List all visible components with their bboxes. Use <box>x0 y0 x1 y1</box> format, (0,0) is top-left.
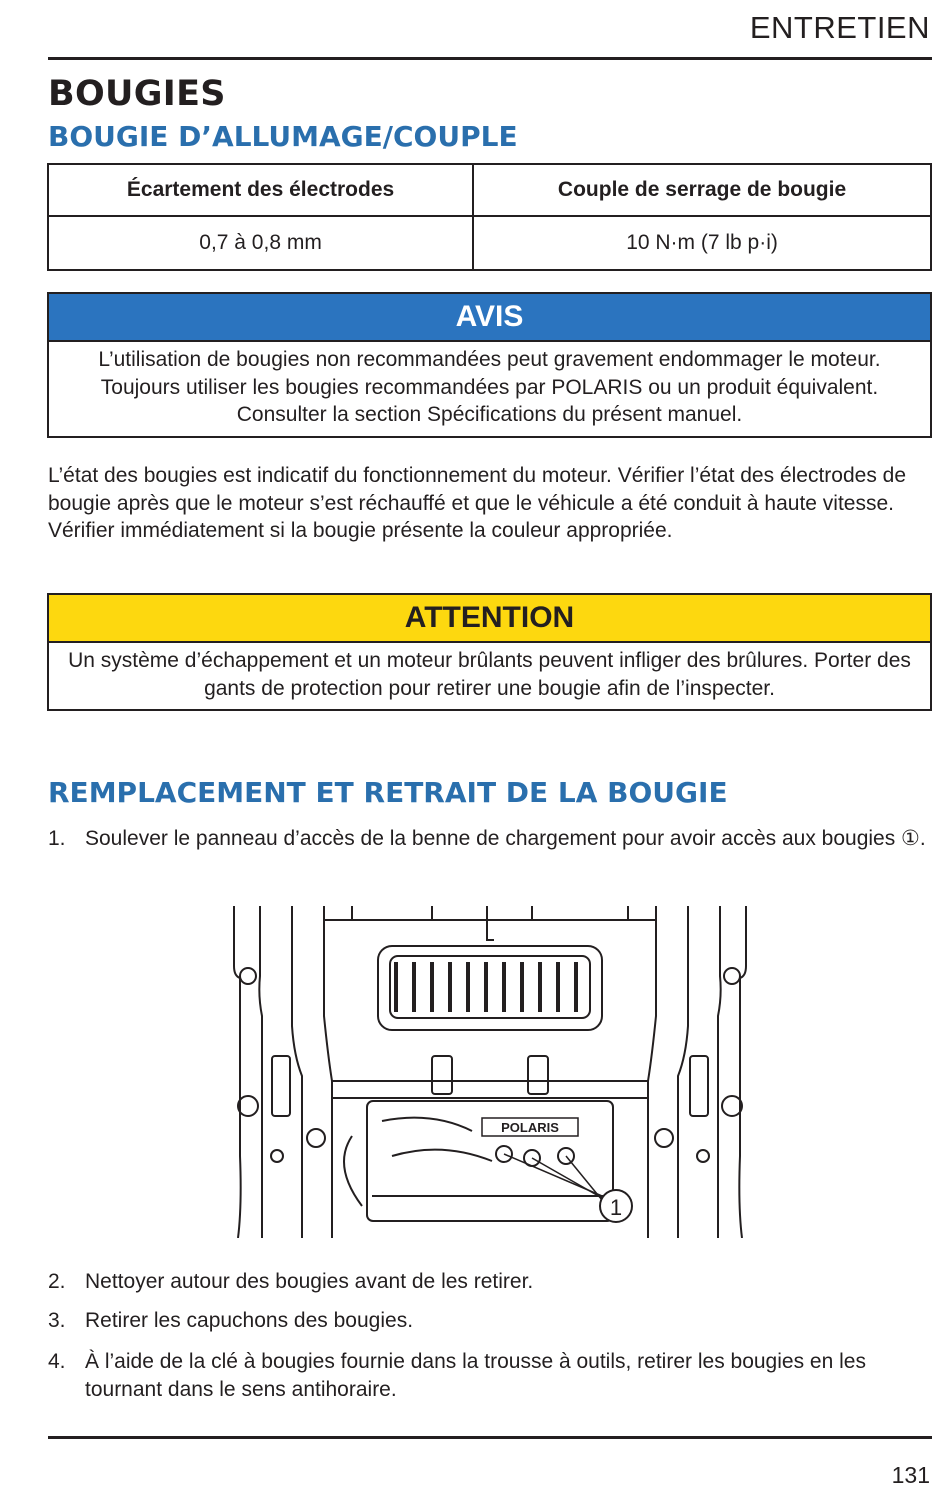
list-item-number: 1. <box>48 827 66 850</box>
header-rule <box>48 57 932 60</box>
list-item-text: À l’aide de la clé à bougies fournie dans la trousse à outils, retirer les bougies en les tournant dans le sens antihoraire. <box>85 1350 866 1401</box>
table-row <box>48 216 931 270</box>
caution-text: Un système d’échappement et un moteur brûlants peuvent infliger des brûlures. Porter des gants de protection pour retirer une bougie afin de l’inspecter. <box>68 649 911 700</box>
caution-box <box>47 593 932 711</box>
table-header-torque: Couple de serrage de bougie <box>473 164 931 216</box>
list-item-text: Retirer les capuchons des bougies. <box>85 1309 414 1332</box>
table-header-gap: Écartement des électrodes <box>48 164 473 216</box>
list-item-text: Soulever le panneau d’accès de la benne de chargement pour avoir accès aux bougies ①. <box>85 827 926 850</box>
notice-text: L’utilisation de bougies non recommandées peut gravement endommager le moteur. Toujours utiliser les bougies recommandées par POLARIS ou un produit équivalent. Consulter la section Spécifications du présent manuel. <box>98 348 881 426</box>
engine-illustration <box>232 906 748 1238</box>
page-title: BOUGIES <box>48 74 226 114</box>
list-item-number: 3. <box>48 1309 66 1332</box>
list-item <box>48 1307 932 1335</box>
table-cell-torque: 10 N·m (7 lb p·i) <box>473 216 931 270</box>
subtitle-replacement: REMPLACEMENT ET RETRAIT DE LA BOUGIE <box>48 776 728 809</box>
list-item-text: Nettoyer autour des bougies avant de les retirer. <box>85 1270 534 1293</box>
list-item-number: 2. <box>48 1270 66 1293</box>
section-label: ENTRETIEN <box>749 10 930 45</box>
figure-callout-number: 1 <box>609 1195 623 1220</box>
list-item <box>48 1348 932 1403</box>
caution-label: ATTENTION <box>49 595 930 643</box>
list-item <box>48 825 932 853</box>
footer-rule <box>48 1436 932 1439</box>
notice-label: AVIS <box>49 294 930 342</box>
figure-brand-text: POLARIS <box>501 1120 559 1135</box>
spec-table <box>47 163 932 271</box>
table-cell-gap: 0,7 à 0,8 mm <box>48 216 473 270</box>
subtitle-spark-plug-torque: BOUGIE D’ALLUMAGE/COUPLE <box>48 120 518 153</box>
list-item <box>48 1268 932 1296</box>
body-paragraph: L’état des bougies est indicatif du fonctionnement du moteur. Vérifier l’état des électrodes de bougie après que le moteur s’est réchauffé et que le véhicule a été conduit à haute vitesse. Vérifier immédiatement si la bougie présente la couleur appropriée. <box>48 464 907 542</box>
list-item-number: 4. <box>48 1350 66 1373</box>
table-header-row <box>48 164 931 216</box>
page-number: 131 <box>891 1462 930 1488</box>
notice-box <box>47 292 932 438</box>
